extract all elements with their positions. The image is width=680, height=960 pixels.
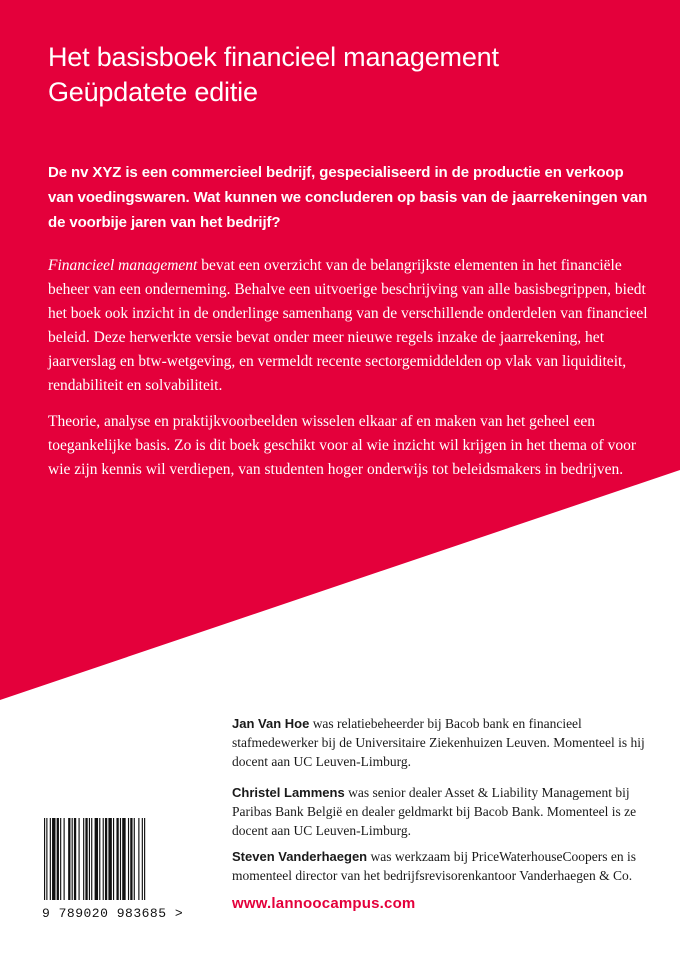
- paragraph-1-text: bevat een overzicht van de belangrijkste elementen in het financiële beheer van een onderneming. Behalve een uitvoerige beschrijving van alle basisbegrippen, biedt het boek ook inzicht in de onderlinge samenhang van de verschillende onderdelen van financieel beleid. Deze herwerkte versie bevat onder meer nieuwe regels inzake de jaarrekening, het jaarverslag en btw-wetgeving, en vermeldt recente sectorgemiddelden op vlak van liquiditeit, rendabiliteit en solvabiliteit.: [48, 257, 648, 394]
- barcode-bar: [85, 818, 87, 900]
- barcode-bar: [50, 818, 51, 900]
- barcode-bar: [130, 818, 132, 900]
- author-name: Jan Van Hoe: [232, 716, 310, 731]
- author-bio-text: was werkzaam bij PriceWaterhouseCoopers en is momenteel director van het bedrijfsrevisorenkantoor Vanderhaegen & Co.: [232, 849, 636, 883]
- barcode-bar: [52, 818, 55, 900]
- isbn-digits: 9 789020 983685: [42, 906, 167, 921]
- barcode-bar: [122, 818, 125, 900]
- author-bio-text: was senior dealer Asset & Liability Management bij Paribas Bank België en dealer geldmarkt bij Bacob Bank. Momenteel is ze docent aan UC Leuven-Limburg.: [232, 785, 637, 838]
- author-name: Steven Vanderhaegen: [232, 849, 368, 864]
- barcode-bar: [44, 818, 45, 900]
- barcode-bar: [128, 818, 129, 900]
- barcode-bar: [99, 818, 100, 900]
- barcode-bar: [144, 818, 145, 900]
- publisher-website-link[interactable]: www.lannoocampus.com: [232, 895, 416, 912]
- barcode-bar: [95, 818, 98, 900]
- italic-book-name: Financieel management: [48, 257, 198, 274]
- barcode-bar: [74, 818, 76, 900]
- author-bio: [232, 847, 652, 885]
- barcode-bars: [42, 818, 188, 904]
- barcode-bar: [83, 818, 84, 900]
- isbn-number: [42, 906, 188, 921]
- barcode-bar: [79, 818, 80, 900]
- description-paragraph-2: Theorie, analyse en praktijkvoorbeelden wisselen elkaar af en maken van het geheel een toegankelijke basis. Zo is dit boek geschikt voor al wie inzicht wil krijgen in het thema of voor wie zijn kennis wil verdiepen, van studenten hoger onderwijs tot beleidsmakers in bedrijven.: [48, 413, 637, 478]
- barcode-bar: [60, 818, 61, 900]
- barcode-bar: [68, 818, 70, 900]
- barcode-bar: [57, 818, 59, 900]
- barcode-bar: [103, 818, 104, 900]
- barcode-bar: [105, 818, 107, 900]
- barcode-bar: [89, 818, 90, 900]
- title-line-1: Het basisboek financieel management: [48, 42, 499, 72]
- barcode-arrow: >: [174, 906, 184, 921]
- barcode-bar: [138, 818, 139, 900]
- author-name: Christel Lammens: [232, 785, 345, 800]
- author-bio-text: was relatiebeheerder bij Bacob bank en financieel stafmedewerker bij de Universitaire Ziekenhuizen Leuven. Momenteel is hij docent aan UC Leuven-Limburg.: [232, 716, 645, 769]
- barcode-bar: [142, 818, 143, 900]
- barcode-bar: [116, 818, 118, 900]
- barcode-bar: [64, 818, 65, 900]
- barcode-bar: [113, 818, 114, 900]
- isbn-barcode: [42, 818, 188, 924]
- intro-text: De nv XYZ is een commercieel bedrijf, gespecialiseerd in de productie en verkoop van voedingswaren. Wat kunnen we concluderen op basis van de jaarrekeningen van de voorbije jaren van het bedrijf?: [48, 164, 648, 231]
- title-line-2: Geüpdatete editie: [48, 77, 258, 107]
- description-paragraph-1: [48, 254, 648, 398]
- barcode-bar: [46, 818, 47, 900]
- barcode-bar: [72, 818, 73, 900]
- barcode-bar: [91, 818, 92, 900]
- barcode-bar: [120, 818, 121, 900]
- book-title: [48, 40, 648, 110]
- barcode-bar: [134, 818, 135, 900]
- author-bio: [232, 714, 652, 771]
- barcode-bar: [108, 818, 111, 900]
- author-bio: [232, 783, 652, 840]
